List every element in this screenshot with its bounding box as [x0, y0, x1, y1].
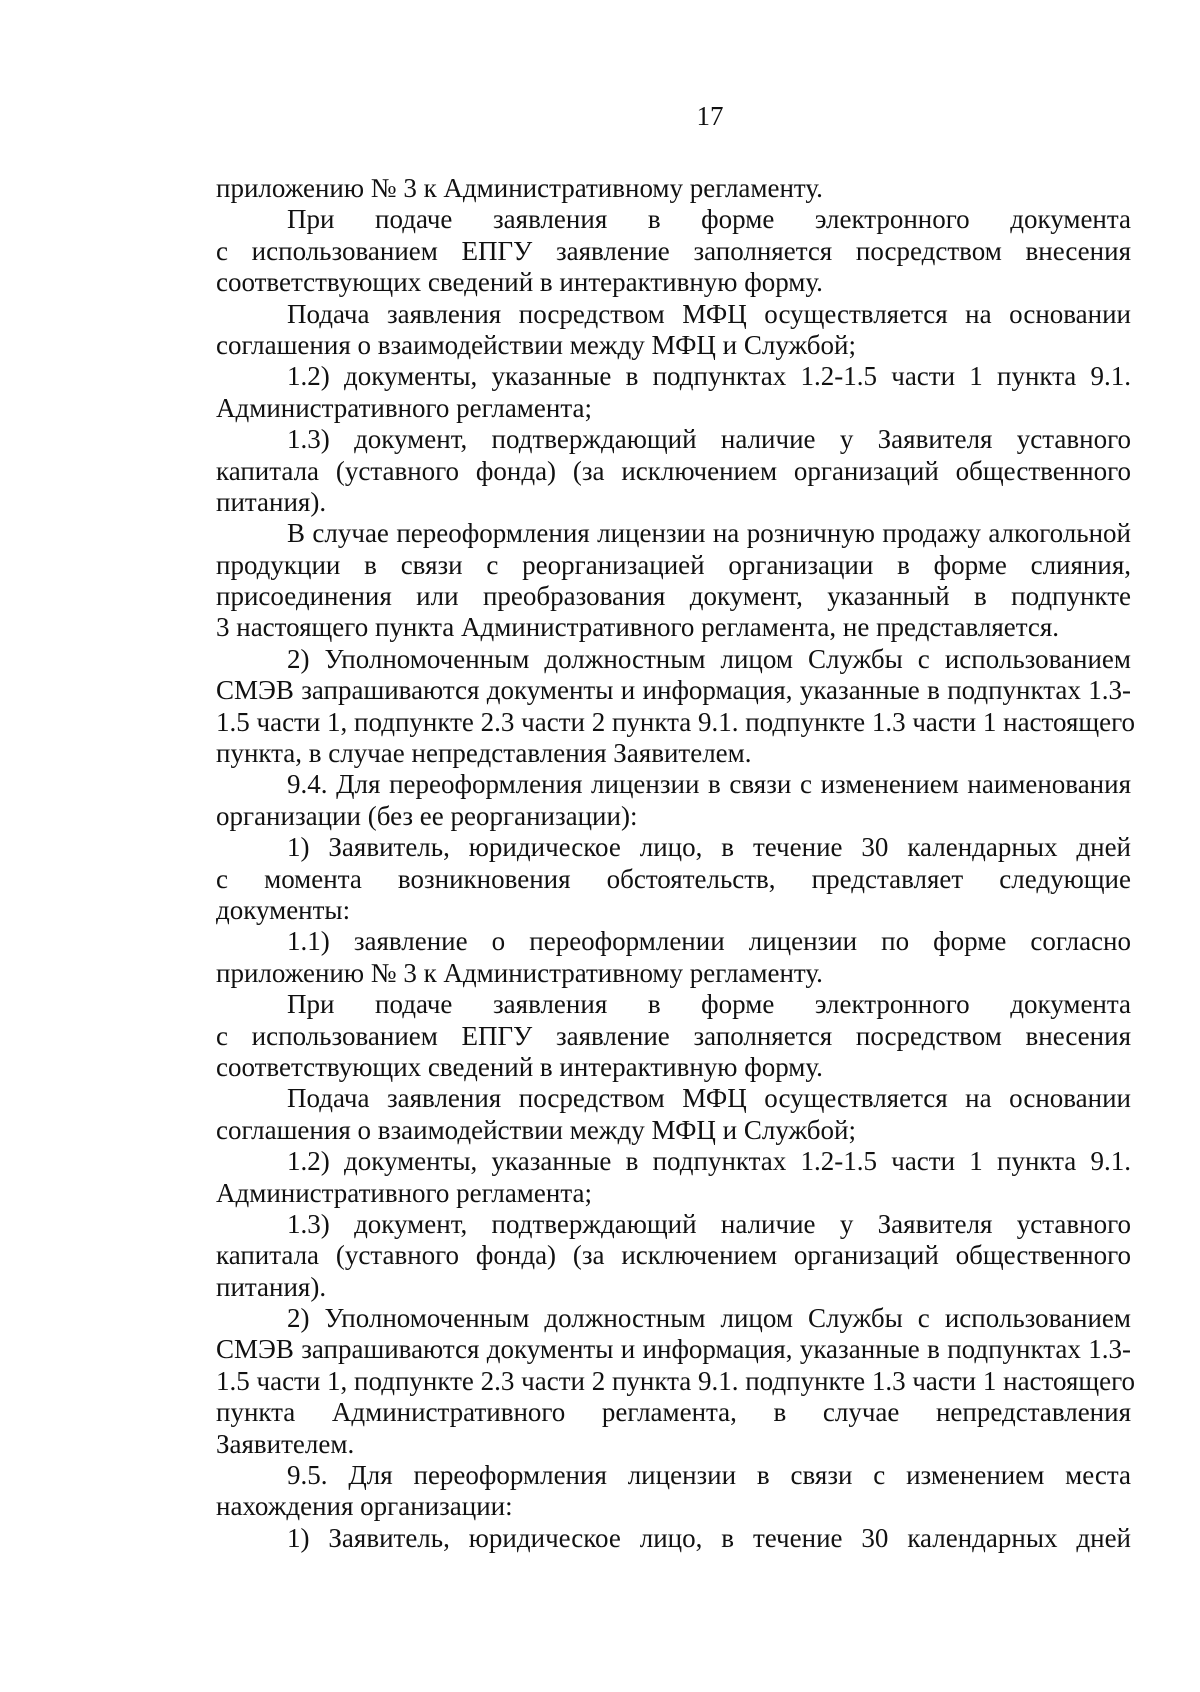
text-line: 1.2) документы, указанные в подпунктах 1.2-1.5 части 1 пункта 9.1.: [287, 1146, 1131, 1177]
text-line: Подача заявления посредством МФЦ осуществляется на основании: [287, 1083, 1131, 1114]
text-line: 1.3) документ, подтверждающий наличие у Заявителя уставного: [287, 1208, 1131, 1239]
text-line: При подаче заявления в форме электронного документа: [287, 204, 1131, 235]
text-line: соглашения о взаимодействии между МФЦ и Службой;: [216, 329, 856, 360]
text-line: 1.1) заявление о переоформлении лицензии по форме согласно: [287, 926, 1131, 957]
text-line: питания).: [216, 486, 327, 517]
text-line: продукции в связи с реорганизацией организации в форме слияния,: [216, 549, 1131, 580]
text-line: приложению № 3 к Административному регламенту.: [216, 957, 823, 988]
text-line: организации (без ее реорганизации):: [216, 800, 638, 831]
text-line: Заявителем.: [216, 1428, 355, 1459]
text-line: питания).: [216, 1271, 327, 1302]
text-line: приложению № 3 к Административному регламенту.: [216, 173, 823, 203]
text-line: 2) Уполномоченным должностным лицом Службы с использованием: [287, 1303, 1131, 1334]
text-line: 1.5 части 1, подпункте 2.3 части 2 пункта 9.1. подпункте 1.3 части 1 настоящего: [216, 706, 1136, 737]
text-line: 3 настоящего пункта Административного регламента, не представляется.: [216, 612, 1060, 643]
text-line: капитала (уставного фонда) (за исключением организаций общественного: [216, 1240, 1131, 1271]
text-line: 9.4. Для переоформления лицензии в связи с изменением наименования: [287, 769, 1131, 800]
text-line: соглашения о взаимодействии между МФЦ и Службой;: [216, 1114, 856, 1145]
text-line: Подача заявления посредством МФЦ осуществляется на основании: [287, 298, 1131, 329]
text-line: 1.3) документ, подтверждающий наличие у Заявителя уставного: [287, 424, 1131, 455]
text-line: пункта, в случае непредставления Заявителем.: [216, 738, 752, 769]
text-line: соответствующих сведений в интерактивную форму.: [216, 1051, 823, 1082]
text-line: соответствующих сведений в интерактивную форму.: [216, 267, 823, 298]
text-line: СМЭВ запрашиваются документы и информация, указанные в подпунктах 1.3-: [216, 675, 1131, 706]
text-line: 2) Уполномоченным должностным лицом Службы с использованием: [287, 643, 1131, 674]
text-line: пункта Административного регламента, в случае непредставления: [216, 1397, 1131, 1428]
text-line: с использованием ЕПГУ заявление заполняется посредством внесения: [216, 235, 1131, 266]
text-line: Административного регламента;: [216, 392, 592, 423]
text-line: СМЭВ запрашиваются документы и информация, указанные в подпунктах 1.3-: [216, 1334, 1131, 1365]
document-body: [216, 173, 1136, 1554]
text-line: 1.2) документы, указанные в подпунктах 1.2-1.5 части 1 пункта 9.1.: [287, 361, 1131, 392]
text-line: присоединения или преобразования документ, указанный в подпункте: [216, 581, 1131, 612]
text-line: В случае переоформления лицензии на розничную продажу алкогольной: [287, 518, 1131, 549]
text-line: 9.5. Для переоформления лицензии в связи с изменением места: [287, 1460, 1131, 1491]
text-line: капитала (уставного фонда) (за исключением организаций общественного: [216, 455, 1131, 486]
text-line: 1.5 части 1, подпункте 2.3 части 2 пункта 9.1. подпункте 1.3 части 1 настоящего: [216, 1365, 1136, 1396]
text-line: 1) Заявитель, юридическое лицо, в течение 30 календарных дней: [287, 1522, 1131, 1553]
text-line: Административного регламента;: [216, 1177, 592, 1208]
page-number: 17: [696, 101, 724, 131]
text-line: с использованием ЕПГУ заявление заполняется посредством внесения: [216, 1020, 1131, 1051]
text-line: документы:: [216, 894, 351, 925]
text-line: 1) Заявитель, юридическое лицо, в течение 30 календарных дней: [287, 832, 1131, 863]
text-line: с момента возникновения обстоятельств, представляет следующие: [216, 863, 1131, 894]
text-line: При подаче заявления в форме электронного документа: [287, 989, 1131, 1020]
text-line: нахождения организации:: [216, 1491, 513, 1522]
